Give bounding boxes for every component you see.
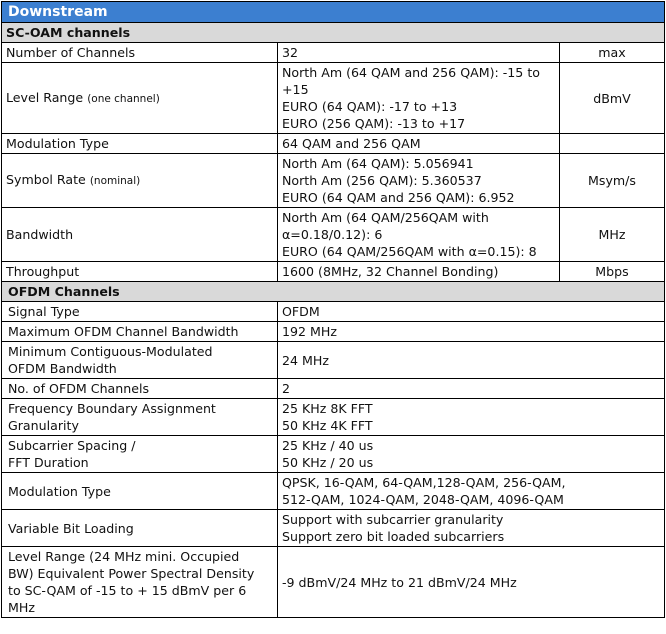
sc-qam-label: Level Range — [6, 89, 84, 105]
sc-qam-label: Modulation Type — [6, 136, 109, 151]
sc-qam-label-note: (nominal) — [89, 175, 141, 187]
sc-qam-unit-cell — [560, 134, 665, 154]
sc-qam-label-cell — [2, 262, 278, 282]
table-title-row — [2, 2, 665, 23]
ofdm-value-line: 25 KHz / 40 us — [282, 438, 374, 453]
sc-qam-value-cell — [278, 134, 560, 154]
ofdm-value-cell — [278, 342, 665, 379]
ofdm-label-cell — [2, 510, 278, 547]
sc-qam-row — [2, 134, 665, 154]
sc-qam-unit-cell: MHz — [560, 208, 665, 262]
downstream-spec-table-container — [1, 1, 665, 618]
sc-qam-row — [2, 154, 665, 208]
ofdm-value-cell — [278, 510, 665, 547]
sc-qam-label-cell — [2, 43, 278, 63]
sc-qam-value-line: EURO (64 QAM/256QAM with α=0.15): 8 — [282, 244, 537, 259]
ofdm-label-cell — [2, 342, 278, 379]
ofdm-section-title: OFDM Channels — [2, 282, 665, 302]
table-title: Downstream — [2, 2, 665, 23]
ofdm-label-line: Granularity — [8, 418, 79, 433]
ofdm-row — [2, 473, 665, 510]
sc-qam-value-line: EURO (64 QAM): -17 to +13 — [282, 99, 458, 114]
sc-qam-label: Bandwidth — [6, 227, 74, 242]
ofdm-value-cell — [278, 473, 665, 510]
ofdm-label-cell — [2, 379, 278, 399]
sc-qam-section-title: SC-OAM channels — [2, 23, 665, 43]
ofdm-label-line: Variable Bit Loading — [8, 520, 134, 536]
ofdm-row — [2, 436, 665, 473]
sc-qam-label-cell — [2, 134, 278, 154]
ofdm-row — [2, 322, 665, 342]
ofdm-label-line: No. of OFDM Channels — [8, 381, 150, 396]
ofdm-value-cell — [278, 302, 665, 322]
sc-qam-value-line: α=0.18/0.12): 6 — [282, 227, 383, 242]
sc-qam-label: Throughput — [6, 264, 80, 279]
ofdm-value-line: 25 KHz 8K FFT — [282, 401, 373, 416]
sc-qam-label-note: (one channel) — [87, 92, 160, 105]
ofdm-row — [2, 302, 665, 322]
sc-qam-value-line: North Am (256 QAM): 5.360537 — [282, 173, 482, 188]
ofdm-value-cell — [278, 436, 665, 473]
ofdm-value-line: Support zero bit loaded subcarriers — [282, 529, 505, 544]
ofdm-label-cell — [2, 399, 278, 436]
ofdm-value-line: 24 MHz — [282, 352, 329, 368]
sc-qam-unit-cell: Msym/s — [560, 154, 665, 208]
ofdm-value-line: 50 KHz 4K FFT — [282, 418, 373, 433]
ofdm-value-line: 192 MHz — [282, 324, 337, 339]
sc-qam-section-row — [2, 23, 665, 43]
ofdm-value-line: 2 — [282, 381, 291, 396]
sc-qam-value-cell — [278, 63, 560, 134]
sc-qam-label: Number of Channels — [6, 45, 135, 60]
ofdm-label-line: OFDM Bandwidth — [8, 361, 117, 376]
downstream-spec-table — [1, 1, 665, 618]
ofdm-row — [2, 379, 665, 399]
sc-qam-unit-cell: dBmV — [560, 63, 665, 134]
sc-qam-value-cell — [278, 208, 560, 262]
ofdm-section-row — [2, 282, 665, 302]
sc-qam-unit-cell: max — [560, 43, 665, 63]
sc-qam-value-line: EURO (64 QAM and 256 QAM): 6.952 — [282, 190, 515, 205]
ofdm-label-cell — [2, 473, 278, 510]
ofdm-label-line: MHz — [8, 600, 35, 615]
ofdm-value-cell — [278, 399, 665, 436]
sc-qam-value-cell — [278, 43, 560, 63]
ofdm-row — [2, 510, 665, 547]
sc-qam-row — [2, 43, 665, 63]
ofdm-row — [2, 342, 665, 379]
sc-qam-label-cell — [2, 208, 278, 262]
ofdm-label-line: FFT Duration — [8, 455, 89, 470]
ofdm-label-line: to SC-QAM of -15 to + 15 dBmV per 6 — [8, 583, 247, 598]
ofdm-label-line: Modulation Type — [8, 483, 111, 499]
ofdm-value-line: QPSK, 16-QAM, 64-QAM,128-QAM, 256-QAM, — [282, 475, 566, 490]
sc-qam-value-cell — [278, 262, 560, 282]
sc-qam-value-line: 32 — [282, 45, 299, 60]
ofdm-label-line: Maximum OFDM Channel Bandwidth — [8, 324, 239, 339]
sc-qam-row — [2, 63, 665, 134]
sc-qam-label-cell — [2, 154, 278, 208]
ofdm-value-line: Support with subcarrier granularity — [282, 512, 504, 527]
ofdm-value-line: OFDM — [282, 304, 320, 319]
sc-qam-label: Symbol Rate — [6, 172, 86, 187]
sc-qam-value-line: 64 QAM and 256 QAM — [282, 136, 421, 151]
sc-qam-row — [2, 208, 665, 262]
sc-qam-value-line: 1600 (8MHz, 32 Channel Bonding) — [282, 264, 499, 279]
ofdm-label-line: Subcarrier Spacing / — [8, 438, 136, 453]
sc-qam-value-line: North Am (64 QAM/256QAM with — [282, 210, 489, 225]
ofdm-value-line: 512-QAM, 1024-QAM, 2048-QAM, 4096-QAM — [282, 492, 564, 507]
ofdm-label-cell — [2, 547, 278, 618]
ofdm-label-line: Signal Type — [8, 304, 80, 319]
ofdm-label-cell — [2, 322, 278, 342]
ofdm-label-cell — [2, 302, 278, 322]
ofdm-value-line: -9 dBmV/24 MHz to 21 dBmV/24 MHz — [282, 574, 517, 590]
sc-qam-value-cell — [278, 154, 560, 208]
ofdm-label-cell — [2, 436, 278, 473]
ofdm-row — [2, 547, 665, 618]
sc-qam-label-cell — [2, 63, 278, 134]
sc-qam-row — [2, 262, 665, 282]
sc-qam-value-line: EURO (256 QAM): -13 to +17 — [282, 116, 466, 131]
ofdm-row — [2, 399, 665, 436]
ofdm-label-line: Minimum Contiguous-Modulated — [8, 344, 213, 359]
ofdm-label-line: Level Range (24 MHz mini. Occupied — [8, 549, 240, 564]
ofdm-value-cell — [278, 547, 665, 618]
ofdm-value-cell — [278, 322, 665, 342]
sc-qam-value-line: North Am (64 QAM): 5.056941 — [282, 156, 474, 171]
ofdm-value-cell — [278, 379, 665, 399]
ofdm-value-line: 50 KHz / 20 us — [282, 455, 374, 470]
sc-qam-value-line: North Am (64 QAM and 256 QAM): -15 to +15 — [282, 65, 540, 97]
ofdm-label-line: Frequency Boundary Assignment — [8, 401, 216, 416]
sc-qam-unit-cell: Mbps — [560, 262, 665, 282]
ofdm-label-line: BW) Equivalent Power Spectral Density — [8, 566, 255, 581]
